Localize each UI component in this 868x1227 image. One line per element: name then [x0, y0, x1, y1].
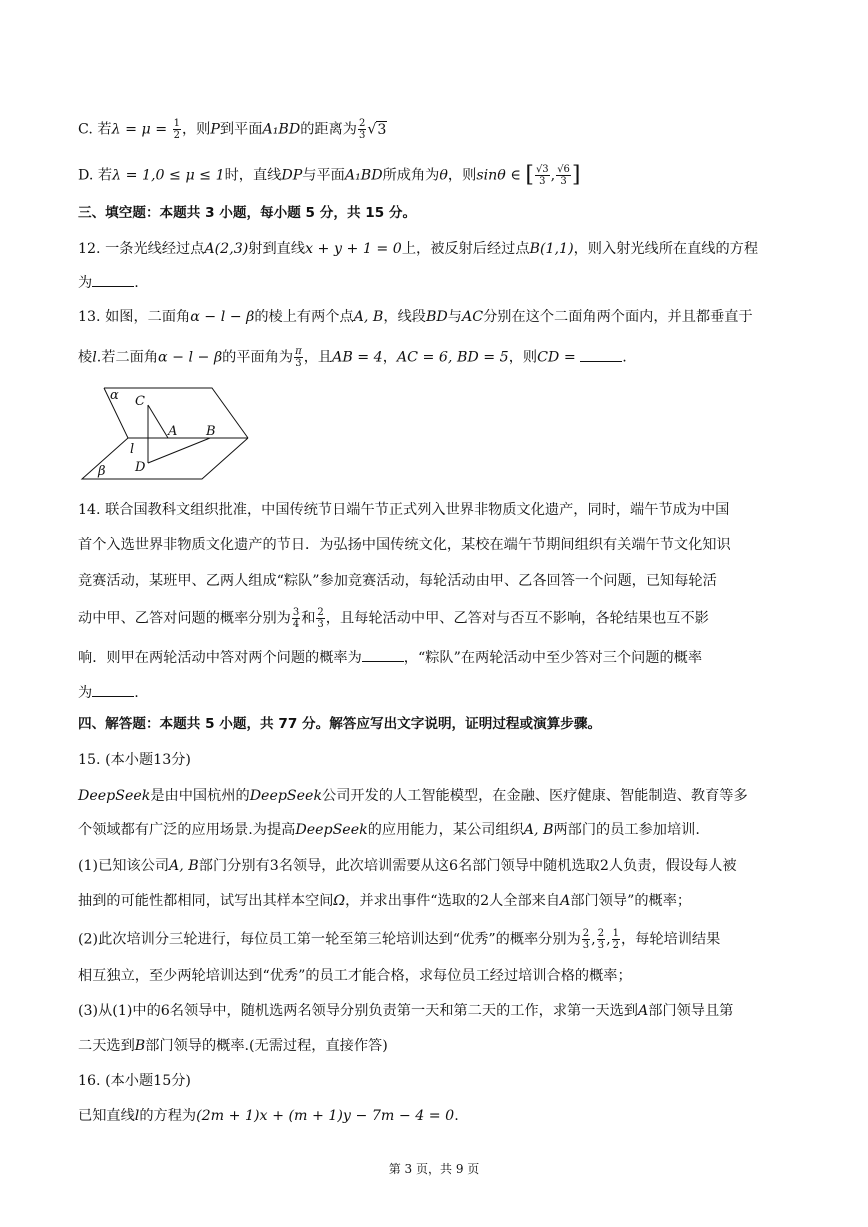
text: ，则入射光线所在直线的方程 — [573, 241, 759, 257]
dihedral-angle-figure — [80, 383, 260, 483]
text: ，则 — [508, 349, 538, 366]
question-15-intro-1 — [78, 786, 748, 806]
text: 抽到的可能性都相同，试写出其样本空间 — [78, 893, 334, 909]
sqrt-radicand: 3 — [377, 121, 387, 138]
fraction-numerator: 2 — [582, 928, 590, 939]
fraction-numerator: √6 — [557, 164, 570, 175]
text: . — [134, 275, 139, 291]
text: 上，被反射后经过点 — [401, 241, 530, 257]
option-c: C. 若λ = μ = $\frac{1}{2}$ ，则P到平面A₁BD的距离为 $\frac{2}{3}$ √3 — [78, 118, 387, 141]
text: 响．则甲在两轮活动中答对两个问题的概率为 — [78, 650, 362, 666]
label-b: B — [206, 424, 216, 439]
line-equation: x + y + 1 = 0 — [305, 241, 402, 257]
question-15-part-3-line-2 — [78, 1036, 388, 1056]
text: 棱 — [78, 349, 93, 366]
question-16-header: 16. (本小题15分) — [78, 1073, 191, 1089]
fraction-numerator: 1 — [173, 118, 180, 129]
option-c-condition: λ = μ = — [111, 121, 172, 138]
sample-space-omega: Ω — [333, 893, 346, 909]
cd-expression: CD = — [537, 349, 581, 366]
fraction-denominator: 3 — [560, 176, 567, 187]
ac-bd-lengths: AC = 6, BD = 5 — [396, 349, 509, 366]
text: 时，直线 — [224, 167, 282, 184]
text: ，并求出事件“选取的2人全部来自 — [345, 893, 561, 909]
label-a: A — [168, 424, 178, 439]
fraction-denominator: 3 — [295, 358, 302, 369]
option-d-prefix: D. 若 — [78, 167, 113, 184]
answer-blank — [580, 347, 622, 362]
label-beta: β — [98, 464, 106, 479]
answer-blank — [92, 682, 134, 697]
text: 的应用能力，某公司组织 — [367, 822, 524, 838]
text: 部门领导”的概率； — [570, 893, 692, 909]
fraction-denominator: 3 — [582, 940, 590, 951]
text: 个领域都有广泛的应用场景.为提高 — [78, 822, 296, 838]
question-15-part-3-line-1 — [78, 1001, 733, 1021]
question-13-line-2 — [78, 346, 627, 369]
text: (2)此次培训分三轮进行，每位员工第一轮至第三轮培训达到“优秀”的概率分别为 — [78, 931, 581, 948]
label-c: C — [135, 394, 145, 409]
fraction — [358, 118, 366, 141]
segment-ac: AC — [461, 309, 484, 325]
question-15-part-2-line-1: (2)此次培训分三轮进行，每位员工第一轮至第三轮培训达到“优秀”的概率分别为 $\frac{2}{3}$ , $\frac{2}{3}$ , $\frac{1}{2}$ ，每轮培训结果 — [78, 928, 721, 951]
department-b: B — [134, 1038, 146, 1054]
fraction-numerator: 2 — [597, 928, 605, 939]
text: 的平面角为 — [222, 349, 294, 366]
text: 动中甲、乙答对问题的概率分别为 — [78, 610, 291, 627]
segment-c-a — [148, 405, 168, 438]
deepseek-name: DeepSeek — [78, 788, 151, 804]
answer-blank — [362, 647, 404, 662]
plane-label: A₁BD — [344, 167, 383, 184]
fraction — [316, 607, 324, 630]
fraction-numerator: 2 — [358, 118, 366, 129]
fraction-denominator: 3 — [539, 176, 546, 187]
text: 所成角为 — [382, 167, 440, 184]
department-a: A — [560, 893, 571, 909]
question-14-line-4 — [78, 607, 709, 630]
text: 到平面 — [219, 121, 263, 138]
text: 是由中国杭州的 — [150, 788, 250, 804]
line-l: l — [134, 1108, 140, 1124]
segment-d-b — [148, 438, 210, 463]
line-dp: DP — [281, 167, 303, 184]
ab-length: AB = 4 — [332, 349, 383, 366]
fraction — [597, 928, 605, 951]
fraction — [294, 346, 303, 369]
point-b: B(1,1) — [529, 241, 574, 257]
point-a: A(2,3) — [204, 241, 249, 257]
question-14-line-5 — [78, 647, 702, 668]
text: ，每轮培训结果 — [620, 931, 721, 948]
fraction — [292, 607, 300, 630]
question-16-line-1 — [78, 1106, 459, 1126]
section-heading-solutions: 四、解答题：本题共 5 小题，共 77 分。解答应写出文字说明，证明过程或演算步骤。 — [78, 716, 602, 732]
departments-ab: A, B — [169, 858, 199, 874]
plane-label: A₁BD — [262, 121, 301, 138]
text: 部门领导且第 — [648, 1003, 734, 1019]
text: .若二面角 — [96, 349, 159, 366]
sin-expression: sinθ ∈ — [476, 167, 526, 184]
department-a: A — [637, 1003, 649, 1019]
text: 和 — [301, 610, 316, 627]
fraction-numerator: √3 — [535, 164, 549, 175]
fraction-denominator: 3 — [317, 619, 324, 630]
text: 部门分别有3名领导，此次培训需要从这6名部门领导中随机选取2人负责，假设每人被 — [198, 858, 737, 874]
question-14-line-3: 竞赛活动，某班甲、乙两人组成“粽队”参加竞赛活动，每轮活动由甲、乙各回答一个问题，已知每轮活 — [78, 573, 717, 589]
fraction — [556, 164, 571, 187]
option-d: D. 若λ = 1,0 ≤ μ ≤ 1时，直线DP与平面A₁BD所成角为θ，则sinθ ∈ [ $\frac{√3}{3}$ , $\frac{√6}{3}$ ] — [78, 162, 581, 188]
fraction — [612, 928, 620, 951]
option-d-condition: λ = 1,0 ≤ μ ≤ 1 — [112, 167, 225, 184]
text: (3)从(1)中的6名领导中，随机选两名领导分别负责第一天和第二天的工作，求第一天选到 — [78, 1003, 638, 1019]
text: . — [622, 349, 627, 366]
text: 部门领导的概率.(无需过程，直接作答) — [145, 1038, 388, 1054]
fraction — [173, 118, 181, 141]
text: 13. 如图，二面角 — [78, 309, 191, 325]
fraction-numerator: 1 — [612, 928, 619, 939]
dihedral-angle: α − l − β — [158, 349, 223, 366]
text: ， — [382, 349, 397, 366]
fraction-numerator: π — [295, 346, 302, 357]
fraction-denominator: 2 — [612, 940, 619, 951]
question-13-line-1 — [78, 307, 753, 327]
departments-ab: A, B — [523, 822, 554, 838]
section-heading-fill-in: 三、填空题：本题共 3 小题，每小题 5 分，共 15 分。 — [78, 205, 417, 221]
question-14-line-6 — [78, 682, 139, 703]
text: ，则 — [447, 167, 477, 184]
text: 分别在这个二面角两个面内，并且都垂直于 — [483, 309, 753, 325]
label-l: l — [130, 442, 135, 457]
text: 为 — [78, 275, 93, 291]
fraction-numerator: 3 — [292, 607, 300, 618]
text: . — [134, 685, 139, 701]
question-14-line-2: 首个入选世界非物质文化遗产的节日．为弘扬中国传统文化，某校在端午节期间组织有关端午节文化知识 — [78, 537, 731, 553]
line-equation: (2m + 1)x + (m + 1)y − 7m − 4 = 0 — [196, 1108, 455, 1124]
text: ，且 — [303, 349, 333, 366]
option-c-prefix: C. 若 — [78, 121, 112, 138]
answer-blank — [92, 272, 134, 287]
fraction-denominator: 3 — [358, 130, 366, 141]
question-14-line-1: 14. 联合国教科文组织批准，中国传统节日端午节正式列入世界非物质文化遗产，同时，端午节成为中国 — [78, 502, 730, 518]
text: ，“粽队”在两轮活动中至少答对三个问题的概率 — [403, 650, 703, 666]
deepseek-name: DeepSeek — [249, 788, 323, 804]
text: 12. 一条光线经过点 — [78, 241, 205, 257]
question-15-part-2-line-2: 相互独立，至少两轮培训达到“优秀”的员工才能合格，求每位员工经过培训合格的概率； — [78, 968, 632, 984]
question-15-part-1-line-2 — [78, 891, 691, 911]
text: 公司开发的人工智能模型，在金融、医疗健康、智能制造、教育等多 — [322, 788, 748, 804]
text: ，则 — [181, 121, 211, 138]
text: 的距离为 — [300, 121, 357, 138]
fraction-denominator: 3 — [597, 940, 605, 951]
question-12-line-2 — [78, 272, 139, 293]
fraction-denominator: 4 — [292, 619, 300, 630]
edge-l: l — [92, 349, 97, 366]
page-footer: 第 3 页，共 9 页 — [388, 1162, 480, 1176]
text: (1)已知该公司 — [78, 858, 170, 874]
text: 与平面 — [302, 167, 345, 184]
text: ，且每轮活动中甲、乙答对与否互不影响，各轮结果也互不影 — [325, 610, 709, 627]
fraction-numerator: 2 — [317, 607, 324, 618]
question-15-intro-2 — [78, 820, 700, 840]
theta: θ — [439, 167, 448, 184]
question-12-line-1 — [78, 239, 758, 259]
label-d: D — [135, 460, 146, 475]
fraction — [535, 164, 550, 187]
text: 与 — [447, 309, 462, 325]
plane-beta-outline — [82, 438, 248, 479]
label-alpha: α — [110, 388, 119, 403]
text: 的方程为 — [139, 1108, 197, 1124]
deepseek-name: DeepSeek — [295, 822, 368, 838]
text: 两部门的员工参加培训. — [553, 822, 700, 838]
dihedral-angle: α − l − β — [190, 309, 255, 325]
text: 二天选到 — [78, 1038, 135, 1054]
text: . — [454, 1108, 459, 1124]
points-ab: A, B — [353, 309, 384, 325]
question-15-part-1-line-1 — [78, 856, 737, 876]
fraction-denominator: 2 — [173, 130, 180, 141]
text: 为 — [78, 685, 93, 701]
text: 已知直线 — [78, 1108, 135, 1124]
fraction — [582, 928, 590, 951]
question-15-header: 15. (本小题13分) — [78, 752, 191, 768]
text: ，线段 — [383, 309, 426, 325]
text: 的棱上有两个点 — [254, 309, 354, 325]
point-p: P — [210, 121, 220, 138]
text: 射到直线 — [248, 241, 306, 257]
segment-bd: BD — [425, 309, 448, 325]
